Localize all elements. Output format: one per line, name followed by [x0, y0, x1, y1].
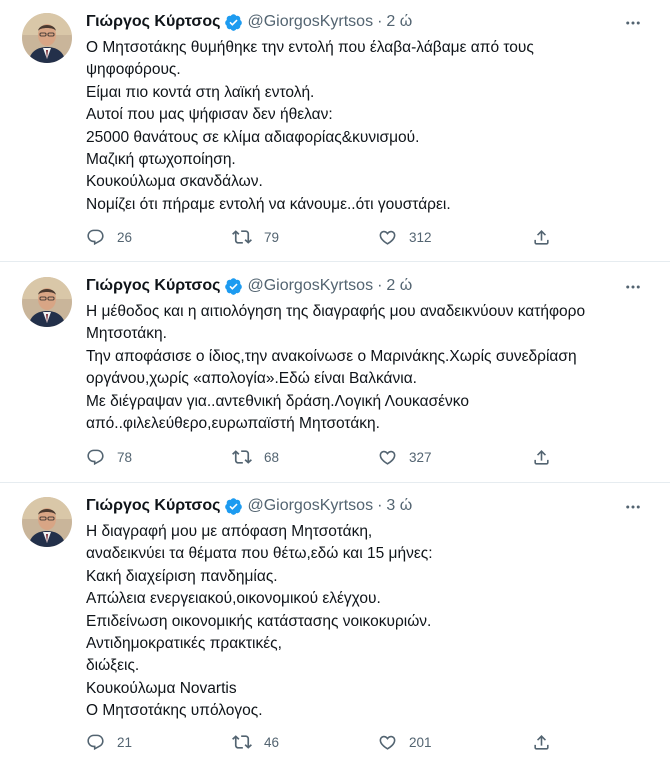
more-options-icon[interactable] — [622, 496, 644, 518]
verified-badge-icon — [224, 13, 243, 32]
avatar[interactable] — [22, 13, 72, 63]
share-icon — [532, 228, 551, 247]
heart-icon — [378, 228, 397, 247]
retweet-button[interactable] — [232, 447, 279, 467]
tweet[interactable] — [0, 262, 670, 483]
tweet-line: Η διαγραφή μου με απόφαση Μητσοτάκη, — [86, 523, 373, 540]
tweet[interactable] — [0, 0, 670, 262]
reply-icon — [86, 448, 105, 467]
tweet-text — [86, 37, 646, 216]
reply-button[interactable] — [86, 448, 132, 467]
tweet-line: ψηφοφόρους. — [86, 61, 181, 79]
like-button[interactable] — [378, 733, 432, 752]
timestamp[interactable]: 2 ώ — [386, 13, 413, 30]
timestamp[interactable]: 2 ώ — [386, 277, 413, 294]
retweet-icon — [232, 447, 252, 467]
separator-dot: · — [377, 13, 383, 30]
like-count: 312 — [409, 229, 432, 245]
tweet-line: Η μέθοδος και η αιτιολόγηση της διαγραφής μου αναδεικνύουν κατήφορο — [86, 303, 586, 320]
retweet-count: 68 — [264, 449, 280, 465]
author-name[interactable]: Γιώργος Κύρτσος — [86, 277, 221, 294]
tweet-line: Κουκούλωμα Novartis — [86, 679, 237, 697]
tweet-line: Κακή διαχείριση πανδημίας. — [86, 567, 278, 585]
avatar[interactable] — [22, 497, 72, 547]
tweet-text — [86, 301, 646, 435]
tweet-line: αναδεικνύει τα θέματα που θέτω,εδώ και 15 μήνες: — [86, 545, 433, 563]
retweet-button[interactable] — [232, 227, 279, 247]
heart-icon — [378, 448, 397, 467]
share-icon — [532, 733, 551, 752]
verified-badge-icon — [224, 277, 243, 296]
author-name[interactable]: Γιώργος Κύρτσος — [86, 497, 221, 514]
tweet-line: Επιδείνωση οικονομικής κατάστασης νοικοκυριών. — [86, 612, 432, 630]
tweet[interactable] — [0, 483, 670, 760]
tweet-text — [86, 521, 646, 723]
like-count: 327 — [409, 449, 432, 465]
tweet-line: Ο Μητσοτάκης υπόλογος. — [86, 702, 263, 720]
share-icon — [532, 448, 551, 467]
tweet-line: οργάνου,χωρίς «απολογία».Εδώ είναι Βαλκάνια. — [86, 370, 417, 388]
tweet-line: Νομίζει ότι πήραμε εντολή να κάνουμε..ότι γουστάρει. — [86, 195, 451, 213]
reply-count: 21 — [117, 734, 133, 750]
verified-badge-icon — [224, 497, 243, 516]
tweet-line: Απώλεια ενεργειακού,οικονομικού ελέγχου. — [86, 590, 381, 608]
tweet-line: Αντιδημοκρατικές πρακτικές, — [86, 635, 282, 653]
share-button[interactable] — [532, 448, 551, 467]
timestamp[interactable]: 3 ώ — [386, 497, 413, 514]
tweet-line: Κουκούλωμα σκανδάλων. — [86, 173, 263, 191]
retweet-icon — [232, 732, 252, 752]
tweet-line: Την αποφάσισε ο ίδιος,την ανακοίνωσε ο Μαρινάκης.Χωρίς συνεδρίαση — [86, 347, 577, 365]
tweet-line: 25000 θανάτους σε κλίμα αδιαφορίας&κυνισμού. — [86, 128, 420, 146]
author-name[interactable]: Γιώργος Κύρτσος — [86, 13, 221, 30]
retweet-button[interactable] — [232, 732, 279, 752]
more-options-icon[interactable] — [622, 276, 644, 298]
more-options-icon[interactable] — [622, 12, 644, 34]
tweet-line: Μητσοτάκη. — [86, 325, 167, 343]
retweet-count: 79 — [264, 229, 280, 245]
author-handle[interactable]: @GiorgosKyrtsos — [247, 277, 374, 294]
reply-count: 78 — [117, 449, 133, 465]
heart-icon — [378, 733, 397, 752]
retweet-icon — [232, 227, 252, 247]
tweet-line: διώξεις. — [86, 657, 140, 675]
tweet-line: Με διέγραψαν για..αντεθνική δράση.Λογική Λουκασένκο — [86, 392, 469, 410]
share-button[interactable] — [532, 228, 551, 247]
reply-button[interactable] — [86, 228, 132, 247]
reply-icon — [86, 733, 105, 752]
tweet-line: Αυτοί που μας ψήφισαν δεν ήθελαν: — [86, 106, 333, 124]
reply-icon — [86, 228, 105, 247]
like-button[interactable] — [378, 228, 432, 247]
separator-dot: · — [377, 497, 383, 514]
author-handle[interactable]: @GiorgosKyrtsos — [247, 497, 374, 514]
avatar[interactable] — [22, 277, 72, 327]
tweet-line: Είμαι πιο κοντά στη λαϊκή εντολή. — [86, 83, 315, 101]
separator-dot: · — [377, 277, 383, 294]
retweet-count: 46 — [264, 734, 280, 750]
reply-count: 26 — [117, 229, 133, 245]
tweet-line: Ο Μητσοτάκης θυμήθηκε την εντολή που έλαβα-λάβαμε από τους — [86, 39, 534, 56]
tweet-line: από..φιλελεύθερο,ευρωπαϊστή Μητσοτάκη. — [86, 415, 380, 433]
like-count: 201 — [409, 734, 432, 750]
reply-button[interactable] — [86, 733, 132, 752]
like-button[interactable] — [378, 448, 432, 467]
tweet-line: Μαζική φτωχοποίηση. — [86, 151, 236, 169]
author-handle[interactable]: @GiorgosKyrtsos — [247, 13, 374, 30]
share-button[interactable] — [532, 733, 551, 752]
